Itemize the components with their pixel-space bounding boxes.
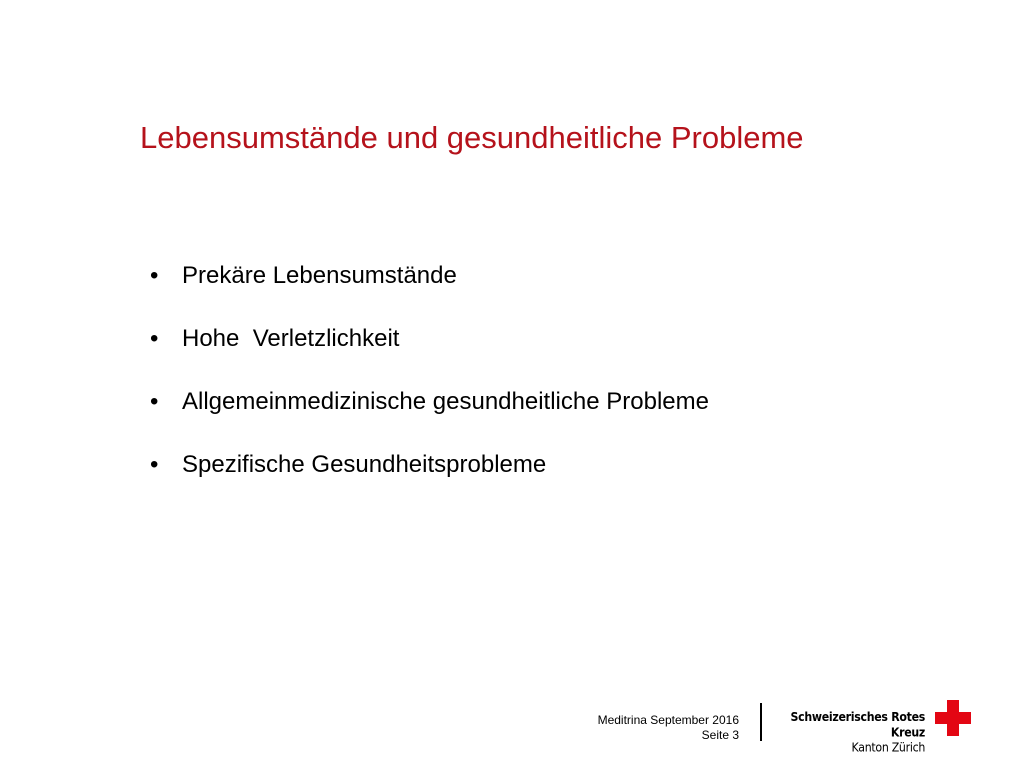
red-cross-horizontal-bar [935,712,971,724]
org-region: Kanton Zürich [851,740,925,755]
bullet-item-hohe-verletzlichkeit [150,325,709,388]
footer-page-number: Seite 3 [701,728,739,742]
red-cross-icon [935,700,971,736]
bullet-dot-icon: • [150,262,159,289]
bullet-list [150,262,709,514]
footer-divider [760,703,762,741]
bullet-text: Spezifische Gesundheitsprobleme [182,451,547,478]
footer-info [598,713,739,743]
bullet-item-allgemeinmedizinische-probleme [150,388,709,451]
bullet-item-prekaere-lebensumstaende [150,262,709,325]
org-logo-text [790,710,925,756]
footer-event: Meditrina September 2016 [597,713,739,727]
bullet-dot-icon: • [150,451,159,478]
bullet-text: Allgemeinmedizinische gesundheitliche Probleme [182,388,709,415]
bullet-dot-icon: • [150,388,159,415]
org-name: Schweizerisches Rotes Kreuz [790,709,925,740]
bullet-text: Hohe Verletzlichkeit [182,325,400,352]
bullet-text: Prekäre Lebensumstände [182,262,457,289]
bullet-item-spezifische-gesundheitsprobleme [150,451,709,514]
bullet-dot-icon: • [150,325,159,352]
slide-title: Lebensumstände und gesundheitliche Probleme [140,120,804,155]
